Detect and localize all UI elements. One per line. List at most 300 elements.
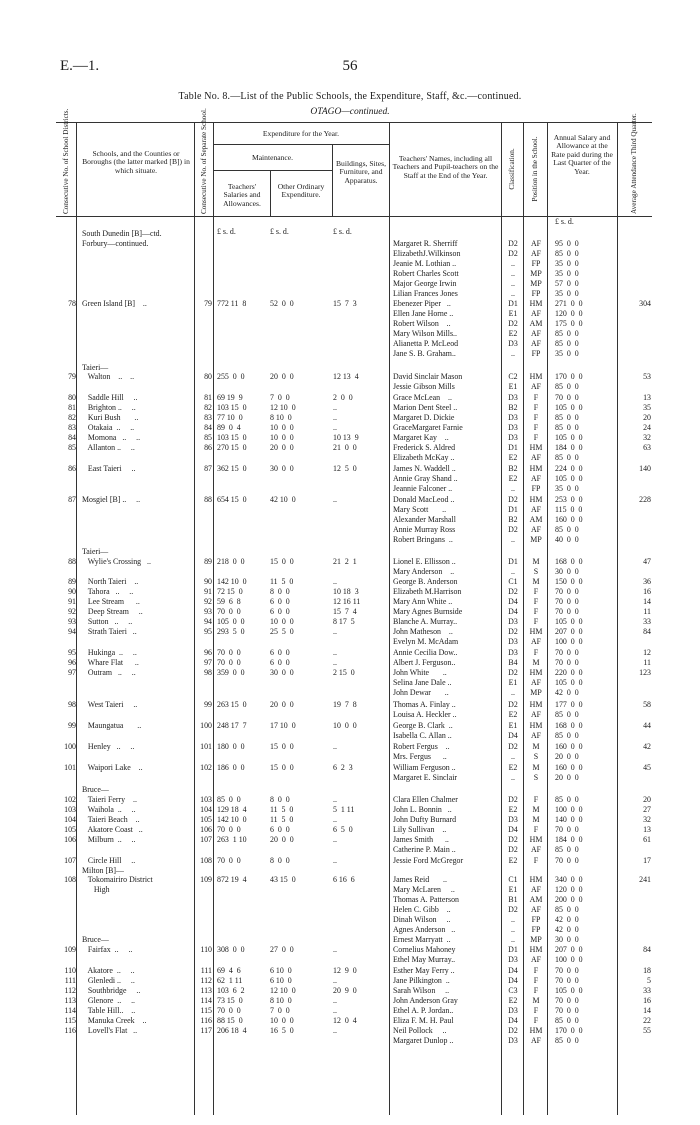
cell-cls: .. [511, 688, 515, 697]
cell-name: Manuka Creek .. [82, 1016, 147, 1025]
cell-pos: AF [530, 474, 542, 483]
cell-avg: 140 [639, 464, 651, 473]
lsd-salaries: £ s. d. [217, 227, 236, 236]
cell-pos: AF [530, 637, 542, 646]
cell-name: Waipori Lake .. [82, 763, 143, 772]
cell-cls: D3 [508, 815, 518, 824]
cell-cls: E1 [508, 382, 518, 391]
cell-cls: E2 [508, 453, 518, 462]
cell-sno: 116 [200, 1016, 212, 1025]
cell-teacher: George B. Clark .. [393, 721, 453, 730]
cell-cno: 113 [64, 996, 76, 1005]
cell-sno: 98 [204, 668, 212, 677]
cell-pos: FP [531, 925, 541, 934]
cell-teacher: Jeannie Falconer .. [393, 484, 453, 493]
cell-name: Akatore Coast .. [82, 825, 143, 834]
table-row [0, 687, 700, 698]
header-buildings: Buildings, Sites, Furniture, and Apparatus. [335, 159, 386, 185]
cell-cls: D2 [508, 742, 518, 751]
cell-avg: 32 [643, 433, 651, 442]
cell-name: Outram .. .. [82, 668, 136, 677]
maintenance-rule [213, 170, 332, 171]
cell-sal: 654 15 0 [217, 495, 247, 504]
cell-sno: 117 [200, 1026, 212, 1035]
cell-avg: 17 [643, 856, 651, 865]
cell-sno: 99 [204, 700, 212, 709]
cell-sno: 91 [204, 587, 212, 596]
cell-ann: 224 0 0 [555, 464, 583, 473]
cell-cno: 108 [64, 875, 76, 884]
cell-oth: 30 0 0 [270, 464, 294, 473]
cell-cls: D4 [508, 966, 518, 975]
cell-ann: 175 0 0 [555, 319, 583, 328]
cell-bld: .. [333, 658, 337, 667]
cell-name: South Dunedin [B]—ctd. [82, 229, 162, 238]
cell-teacher: Evelyn M. McAdam [393, 637, 459, 646]
cell-cno: 82 [68, 413, 76, 422]
cell-pos: M [532, 996, 540, 1005]
cell-bld: .. [333, 495, 337, 504]
cell-pos: AF [530, 710, 542, 719]
cell-cls: C3 [508, 986, 518, 995]
cell-cno: 109 [64, 945, 76, 954]
cell-cno: 107 [64, 856, 76, 865]
cell-name: East Taieri .. [82, 464, 136, 473]
cell-pos: AF [530, 885, 542, 894]
cell-sno: 115 [200, 1006, 212, 1015]
cell-cls: .. [511, 279, 515, 288]
cell-sno: 89 [204, 557, 212, 566]
cell-ann: 207 0 0 [555, 945, 583, 954]
cell-pos: AF [530, 678, 542, 687]
cell-pos: S [533, 567, 539, 576]
cell-teacher: Clara Ellen Chalmer [393, 795, 458, 804]
cell-teacher: Alianetta P. McLeod [393, 339, 459, 348]
cell-teacher: Esther May Ferry .. [393, 966, 455, 975]
cell-teacher: Robert Fergus .. [393, 742, 450, 751]
cell-cls: .. [511, 269, 515, 278]
cell-ann: 70 0 0 [555, 976, 579, 985]
cell-avg: 53 [643, 372, 651, 381]
cell-teacher: George B. Anderson [393, 577, 458, 586]
col-rule [332, 144, 333, 216]
cell-cno: 98 [68, 700, 76, 709]
cell-sno: 97 [204, 658, 212, 667]
cell-cls: C1 [508, 577, 518, 586]
cell-cno: 83 [68, 423, 76, 432]
cell-name: Sutton .. .. [82, 617, 133, 626]
cell-pos: M [532, 658, 540, 667]
cell-sal: 186 0 0 [217, 763, 245, 772]
cell-pos: AF [530, 845, 542, 854]
cell-sal: 105 0 0 [217, 617, 245, 626]
cell-bld: 5 1 11 [333, 805, 355, 814]
cell-name: Strath Taieri .. [82, 627, 137, 636]
cell-pos: M [532, 815, 540, 824]
cell-oth: 11 5 0 [270, 805, 294, 814]
cell-cno: 111 [64, 976, 76, 985]
cell-teacher: Mary Scott .. [393, 505, 447, 514]
cell-teacher: Major George Irwin [393, 279, 457, 288]
cell-cls: E1 [508, 309, 518, 318]
cell-cno: 110 [64, 966, 76, 975]
cell-teacher: Jeanie M. Lothian .. [393, 259, 457, 268]
cell-cno: 79 [68, 372, 76, 381]
cell-sal: 270 15 0 [217, 443, 247, 452]
cell-sal: 73 15 0 [217, 996, 243, 1005]
cell-sno: 80 [204, 372, 212, 381]
cell-teacher: John Matheson .. [393, 627, 453, 636]
cell-teacher: Grace McLean .. [393, 393, 452, 402]
cell-sal: 103 15 0 [217, 403, 247, 412]
cell-pos: M [532, 557, 540, 566]
cell-name: Fairfax .. .. [82, 945, 133, 954]
cell-cno: 106 [64, 835, 76, 844]
cell-ann: 35 0 0 [555, 269, 579, 278]
cell-name: Lovell's Flat .. [82, 1026, 138, 1035]
cell-pos: HM [529, 627, 543, 636]
cell-teacher: John Dewar .. [393, 688, 449, 697]
cell-bld: 6 2 3 [333, 763, 353, 772]
cell-cls: D3 [508, 413, 518, 422]
cell-teacher: Louisa A. Heckler .. [393, 710, 457, 719]
cell-ann: 85 0 0 [555, 845, 579, 854]
cell-pos: HM [529, 1026, 543, 1035]
header-other: Other Ordinary Expenditure. [277, 182, 325, 200]
cell-ann: 35 0 0 [555, 259, 579, 268]
cell-teacher: Mrs. Fergus .. [393, 752, 447, 761]
cell-sno: 88 [204, 495, 212, 504]
cell-cno: 88 [68, 557, 76, 566]
cell-avg: 304 [639, 299, 651, 308]
cell-ann: 105 0 0 [555, 433, 583, 442]
cell-cls: D2 [508, 495, 518, 504]
cell-name: Glenore .. .. [82, 996, 136, 1005]
cell-teacher: Blanche A. Murray.. [393, 617, 458, 626]
cell-oth: 42 10 0 [270, 495, 296, 504]
cell-pos: HM [529, 443, 543, 452]
cell-sal: 77 10 0 [217, 413, 243, 422]
cell-pos: F [533, 597, 539, 606]
cell-teacher: Thomas A. Patterson [393, 895, 459, 904]
cell-name: North Taieri .. [82, 577, 139, 586]
cell-ann: 200 0 0 [555, 895, 583, 904]
cell-pos: MP [530, 688, 542, 697]
cell-teacher: David Sinclair Mason [393, 372, 463, 381]
cell-sal: 359 0 0 [217, 668, 245, 677]
cell-oth: 12 10 0 [270, 986, 296, 995]
cell-oth: 15 0 0 [270, 763, 294, 772]
cell-ann: 85 0 0 [555, 731, 579, 740]
cell-cls: E2 [508, 474, 518, 483]
cell-ann: 85 0 0 [555, 339, 579, 348]
cell-sno: 111 [200, 966, 212, 975]
cell-cls: D3 [508, 433, 518, 442]
cell-pos: AF [530, 731, 542, 740]
cell-teacher: GraceMargaret Farnie [393, 423, 463, 432]
cell-sno: 103 [200, 795, 212, 804]
cell-bld: 15 7 4 [333, 607, 357, 616]
cell-oth: 6 0 0 [270, 597, 290, 606]
cell-teacher: Isabella C. Allan .. [393, 731, 452, 740]
cell-cls: E2 [508, 996, 518, 1005]
cell-sno: 109 [200, 875, 212, 884]
cell-sno: 92 [204, 597, 212, 606]
cell-oth: 20 0 0 [270, 372, 294, 381]
cell-ann: 20 0 0 [555, 752, 579, 761]
cell-pos: S [533, 752, 539, 761]
table-row [0, 954, 700, 965]
cell-sal: 218 0 0 [217, 557, 245, 566]
cell-teacher: Helen C. Gibb .. [393, 905, 451, 914]
cell-cno: 87 [68, 495, 76, 504]
district-title: OTAGO—continued. [310, 107, 390, 117]
cell-name: Waihola .. .. [82, 805, 136, 814]
cell-avg: 13 [643, 825, 651, 834]
cell-teacher: Ebenezer Piper .. [393, 299, 451, 308]
cell-cls: D2 [508, 668, 518, 677]
cell-pos: AF [530, 453, 542, 462]
cell-cno: 78 [68, 299, 76, 308]
cell-cno: 114 [64, 1006, 76, 1015]
cell-sal: 362 15 0 [217, 464, 247, 473]
cell-pos: FP [531, 484, 541, 493]
cell-sno: 114 [200, 996, 212, 1005]
cell-teacher: Mary Ann White .. [393, 597, 453, 606]
cell-cls: B2 [508, 464, 518, 473]
cell-sno: 81 [204, 393, 212, 402]
table-row [0, 772, 700, 783]
cell-cls: .. [511, 915, 515, 924]
cell-sno: 110 [200, 945, 212, 954]
cell-avg: 42 [643, 742, 651, 751]
cell-ann: 340 0 0 [555, 875, 583, 884]
table-top-rule [56, 122, 652, 123]
cell-sal: 129 18 4 [217, 805, 247, 814]
cell-sal: 255 0 0 [217, 372, 245, 381]
cell-ann: 85 0 0 [555, 1016, 579, 1025]
cell-pos: M [532, 577, 540, 586]
cell-ann: 20 0 0 [555, 773, 579, 782]
cell-sno: 104 [200, 805, 212, 814]
cell-teacher: Jane S. B. Graham.. [393, 349, 456, 358]
cell-cls: B4 [508, 658, 518, 667]
cell-avg: 55 [643, 1026, 651, 1035]
cell-oth: 7 0 0 [270, 1006, 290, 1015]
cell-ann: 140 0 0 [555, 815, 583, 824]
cell-cls: C1 [508, 875, 518, 884]
cell-cls: D3 [508, 617, 518, 626]
cell-ann: 35 0 0 [555, 289, 579, 298]
cell-cls: D2 [508, 249, 518, 258]
cell-cls: D1 [508, 443, 518, 452]
lsd-buildings: £ s. d. [333, 227, 352, 236]
cell-name: High [82, 885, 110, 894]
cell-pos: F [533, 587, 539, 596]
cell-teacher: Lily Sullivan .. [393, 825, 447, 834]
cell-teacher: Ernest Marryatt .. [393, 935, 451, 944]
cell-sal: 59 6 8 [217, 597, 241, 606]
cell-name: Kuri Bush .. [82, 413, 139, 422]
cell-teacher: James Smith .. [393, 835, 449, 844]
cell-ann: 70 0 0 [555, 996, 579, 1005]
cell-cls: E2 [508, 763, 518, 772]
cell-name: Whare Flat .. [82, 658, 139, 667]
cell-bld: 6 16 6 [333, 875, 355, 884]
cell-ann: 115 0 0 [555, 505, 583, 514]
cell-oth: 11 5 0 [270, 577, 294, 586]
cell-cls: E2 [508, 856, 518, 865]
cell-bld: .. [333, 648, 337, 657]
cell-cls: B1 [508, 895, 518, 904]
cell-pos: M [532, 742, 540, 751]
cell-cls: .. [511, 259, 515, 268]
cell-bld: .. [333, 996, 337, 1005]
cell-sal: 89 0 4 [217, 423, 241, 432]
cell-ann: 70 0 0 [555, 597, 579, 606]
cell-name: Southbridge .. [82, 986, 141, 995]
cell-bld: 12 5 0 [333, 464, 357, 473]
cell-sal: 70 0 0 [217, 607, 241, 616]
cell-sal: 72 15 0 [217, 587, 243, 596]
cell-pos: HM [529, 464, 543, 473]
cell-cno: 80 [68, 393, 76, 402]
cell-sal: 206 18 4 [217, 1026, 247, 1035]
cell-name: Milton [B]— [82, 866, 124, 875]
cell-bld: 12 16 11 [333, 597, 361, 606]
cell-cls: D3 [508, 1006, 518, 1015]
cell-cls: D2 [508, 1026, 518, 1035]
cell-pos: HM [529, 835, 543, 844]
cell-name: Saddle Hill .. [82, 393, 138, 402]
cell-bld: 15 7 3 [333, 299, 357, 308]
cell-avg: 11 [643, 607, 651, 616]
cell-ann: 177 0 0 [555, 700, 583, 709]
cell-name: Wylie's Crossing .. [82, 557, 151, 566]
cell-sno: 101 [200, 742, 212, 751]
cell-sno: 83 [204, 413, 212, 422]
cell-ann: 95 0 0 [555, 239, 579, 248]
cell-bld: 8 17 5 [333, 617, 355, 626]
cell-ann: 30 0 0 [555, 567, 579, 576]
cell-cls: D2 [508, 239, 518, 248]
cell-sno: 107 [200, 835, 212, 844]
cell-pos: AF [530, 905, 542, 914]
cell-sal: 62 1 11 [217, 976, 243, 985]
cell-teacher: Agnes Anderson .. [393, 925, 456, 934]
cell-sno: 93 [204, 607, 212, 616]
cell-bld: .. [333, 423, 337, 432]
cell-ann: 85 0 0 [555, 710, 579, 719]
cell-ann: 105 0 0 [555, 617, 583, 626]
cell-pos: HM [529, 945, 543, 954]
cell-bld: .. [333, 627, 337, 636]
cell-sno: 79 [204, 299, 212, 308]
cell-cls: D4 [508, 731, 518, 740]
cell-cno: 102 [64, 795, 76, 804]
cell-cls: D4 [508, 597, 518, 606]
cell-pos: F [533, 648, 539, 657]
cell-cno: 91 [68, 597, 76, 606]
cell-name: Circle Hill .. [82, 856, 136, 865]
cell-cno: 81 [68, 403, 76, 412]
table-row [0, 1035, 700, 1046]
cell-sno: 112 [200, 976, 212, 985]
cell-bld: .. [333, 856, 337, 865]
cell-cno: 95 [68, 648, 76, 657]
cell-ann: 70 0 0 [555, 966, 579, 975]
cell-sno: 90 [204, 577, 212, 586]
cell-cls: .. [511, 567, 515, 576]
cell-teacher: Lionel E. Ellisson .. [393, 557, 456, 566]
cell-pos: F [533, 986, 539, 995]
cell-cls: D3 [508, 1036, 518, 1045]
cell-bld: 12 9 0 [333, 966, 357, 975]
cell-cls: D1 [508, 505, 518, 514]
cell-name: Allanton .. .. [82, 443, 135, 452]
cell-pos: F [533, 966, 539, 975]
cell-cls: .. [511, 289, 515, 298]
cell-pos: MP [530, 535, 542, 544]
cell-teacher: James N. Waddell .. [393, 464, 456, 473]
cell-teacher: Jane Pilkington .. [393, 976, 450, 985]
cell-oth: 6 10 0 [270, 976, 292, 985]
cell-teacher: John L. Bonnin .. [393, 805, 452, 814]
cell-cno: 92 [68, 607, 76, 616]
cell-sal: 70 0 0 [217, 1006, 241, 1015]
cell-teacher: Mary Anderson .. [393, 567, 455, 576]
cell-ann: 120 0 0 [555, 885, 583, 894]
cell-name: Maungatua .. [82, 721, 142, 730]
cell-avg: 84 [643, 945, 651, 954]
cell-sal: 772 11 8 [217, 299, 247, 308]
cell-sno: 105 [200, 815, 212, 824]
cell-bld: .. [333, 835, 337, 844]
cell-oth: 7 0 0 [270, 393, 290, 402]
cell-teacher: Elizabeth McKay .. [393, 453, 455, 462]
cell-teacher: Dinah Wilson .. [393, 915, 451, 924]
cell-teacher: Ellen Jane Horne .. [393, 309, 454, 318]
cell-bld: 19 7 8 [333, 700, 357, 709]
cell-name: Table Hill.. .. [82, 1006, 136, 1015]
cell-oth: 15 0 0 [270, 557, 294, 566]
cell-avg: 16 [643, 996, 651, 1005]
cell-teacher: Jessie Ford McGregor [393, 856, 464, 865]
cell-oth: 6 0 0 [270, 648, 290, 657]
cell-pos: S [533, 773, 539, 782]
cell-pos: AF [530, 525, 542, 534]
cell-ann: 105 0 0 [555, 678, 583, 687]
cell-pos: F [533, 423, 539, 432]
cell-avg: 47 [643, 557, 651, 566]
cell-oth: 27 0 0 [270, 945, 294, 954]
cell-pos: F [533, 403, 539, 412]
cell-ann: 100 0 0 [555, 805, 583, 814]
cell-cno: 97 [68, 668, 76, 677]
cell-pos: HM [529, 372, 543, 381]
page-ref: E.—1. [60, 58, 100, 74]
cell-cno: 116 [64, 1026, 76, 1035]
cell-pos: AF [530, 239, 542, 248]
cell-pos: F [533, 393, 539, 402]
cell-avg: 32 [643, 815, 651, 824]
cell-avg: 13 [643, 393, 651, 402]
cell-ann: 70 0 0 [555, 393, 579, 402]
cell-sal: 70 0 0 [217, 856, 241, 865]
cell-ann: 168 0 0 [555, 721, 583, 730]
cell-bld: .. [333, 1006, 337, 1015]
cell-oth: 11 5 0 [270, 815, 294, 824]
